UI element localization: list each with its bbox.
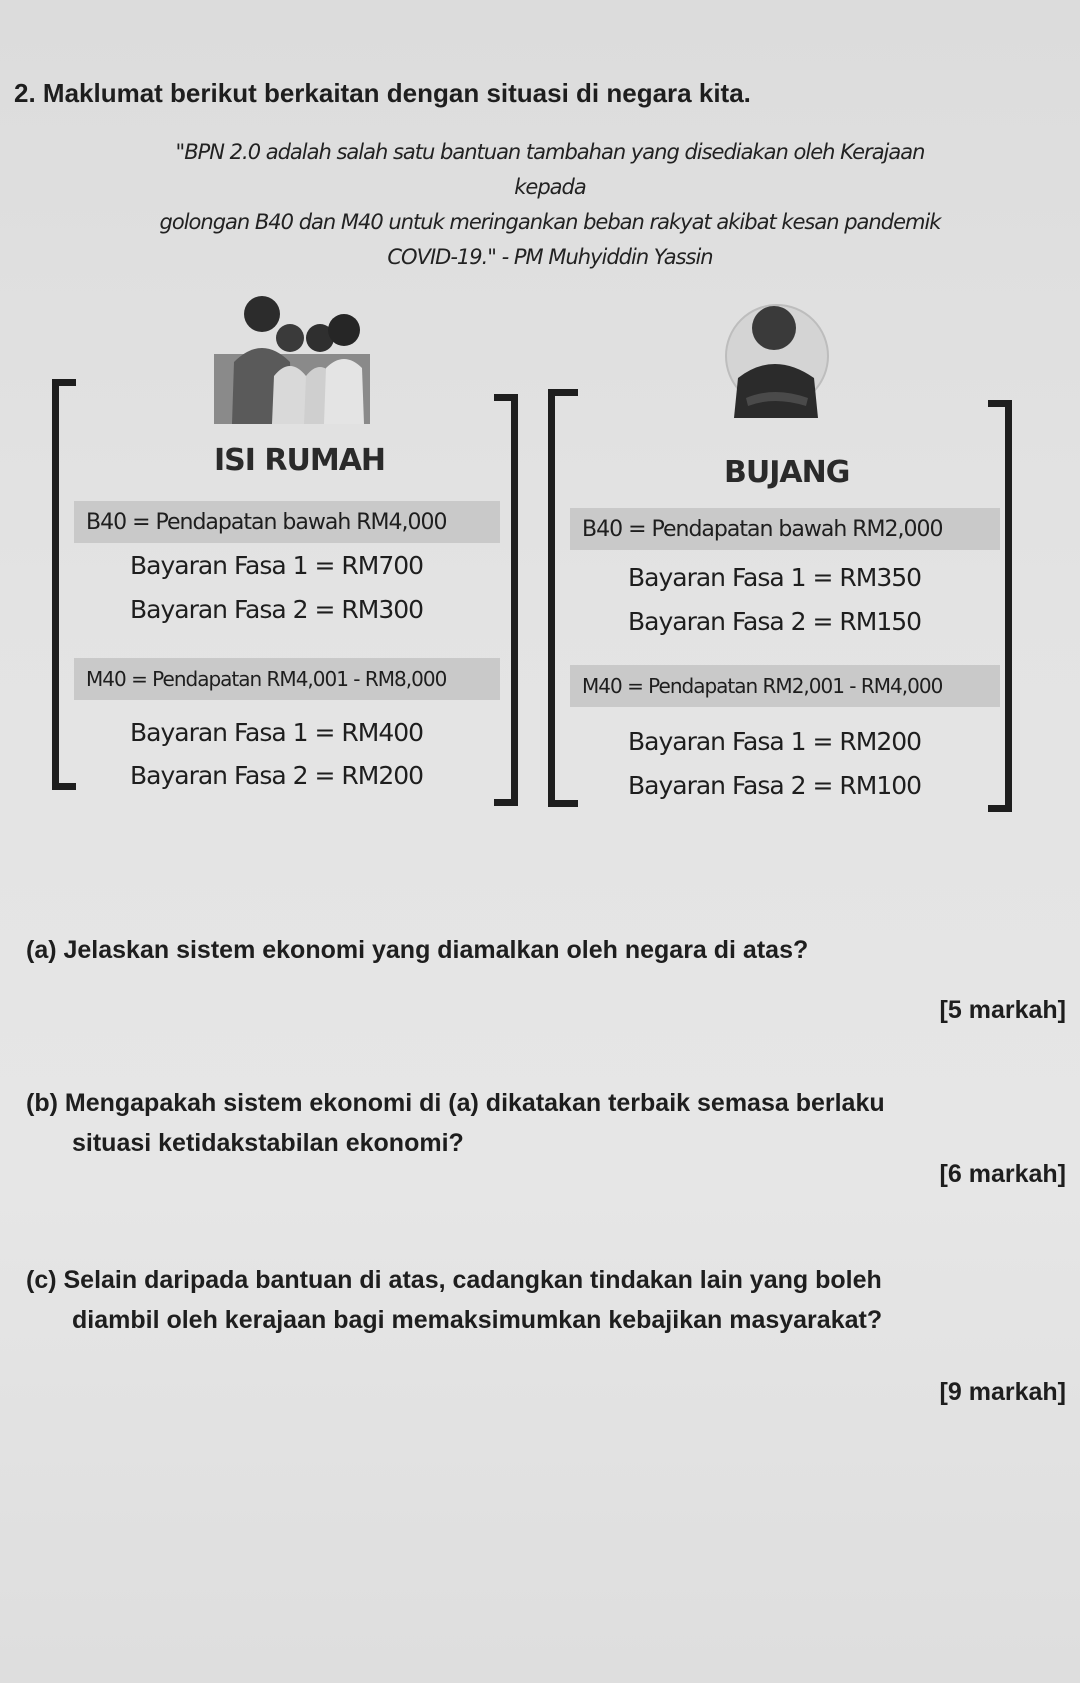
part-b-line-2: situasi ketidakstabilan ekonomi? [72,1129,464,1157]
bujang-m40-fasa-1: Bayaran Fasa 1 = RM200 [628,727,922,756]
bujang-b40-band: B40 = Pendapatan bawah RM2,000 [570,508,1000,550]
bujang-m40-fasa-2: Bayaran Fasa 2 = RM100 [628,771,922,800]
right-bracket [988,400,1012,812]
isi-rumah-b40-band: B40 = Pendapatan bawah RM4,000 [74,501,500,543]
quote-line-3: COVID-19." - PM Muhyiddin Yassin [387,245,713,269]
part-b-question [26,1083,885,1163]
question-title: 2. Maklumat berikut berkaitan dengan situasi di negara kita. [14,78,751,108]
part-b-line-1: (b) Mengapakah sistem ekonomi di (a) dikatakan terbaik semasa berlaku [26,1089,885,1117]
bujang-b40-fasa-2: Bayaran Fasa 2 = RM150 [628,607,922,636]
left-panel-closing-bracket [494,394,518,806]
isi-rumah-m40-band: M40 = Pendapatan RM4,001 - RM8,000 [74,658,500,700]
part-c-line-1: (c) Selain daripada bantuan di atas, cadangkan tindakan lain yang boleh [26,1266,882,1294]
bujang-b40-fasa-1: Bayaran Fasa 1 = RM350 [628,563,922,592]
part-c-question [26,1260,882,1340]
isi-rumah-b40-fasa-1: Bayaran Fasa 1 = RM700 [130,551,424,580]
quote-line-1: "BPN 2.0 adalah salah satu bantuan tambahan yang disediakan oleh Kerajaan kepada [175,140,925,199]
single-person-icon [724,298,830,418]
left-bracket [52,379,76,790]
part-a-marks: [5 markah] [939,996,1066,1024]
right-panel-opening-bracket [548,389,578,807]
bujang-heading: BUJANG [724,455,850,490]
isi-rumah-m40-fasa-2: Bayaran Fasa 2 = RM200 [130,761,424,790]
part-b-marks: [6 markah] [939,1160,1066,1188]
part-a-question: (a) Jelaskan sistem ekonomi yang diamalkan oleh negara di atas? [26,936,809,964]
bujang-m40-band: M40 = Pendapatan RM2,001 - RM4,000 [570,665,1000,707]
part-c-line-2: diambil oleh kerajaan bagi memaksimumkan kebajikan masyarakat? [72,1306,883,1334]
family-icon [212,292,372,424]
quote-line-2: golongan B40 dan M40 untuk meringankan beban rakyat akibat kesan pandemik [159,210,941,234]
isi-rumah-heading: ISI RUMAH [214,443,386,478]
quote-block [150,135,950,275]
isi-rumah-b40-fasa-2: Bayaran Fasa 2 = RM300 [130,595,424,624]
part-c-marks: [9 markah] [939,1378,1066,1406]
isi-rumah-m40-fasa-1: Bayaran Fasa 1 = RM400 [130,718,424,747]
